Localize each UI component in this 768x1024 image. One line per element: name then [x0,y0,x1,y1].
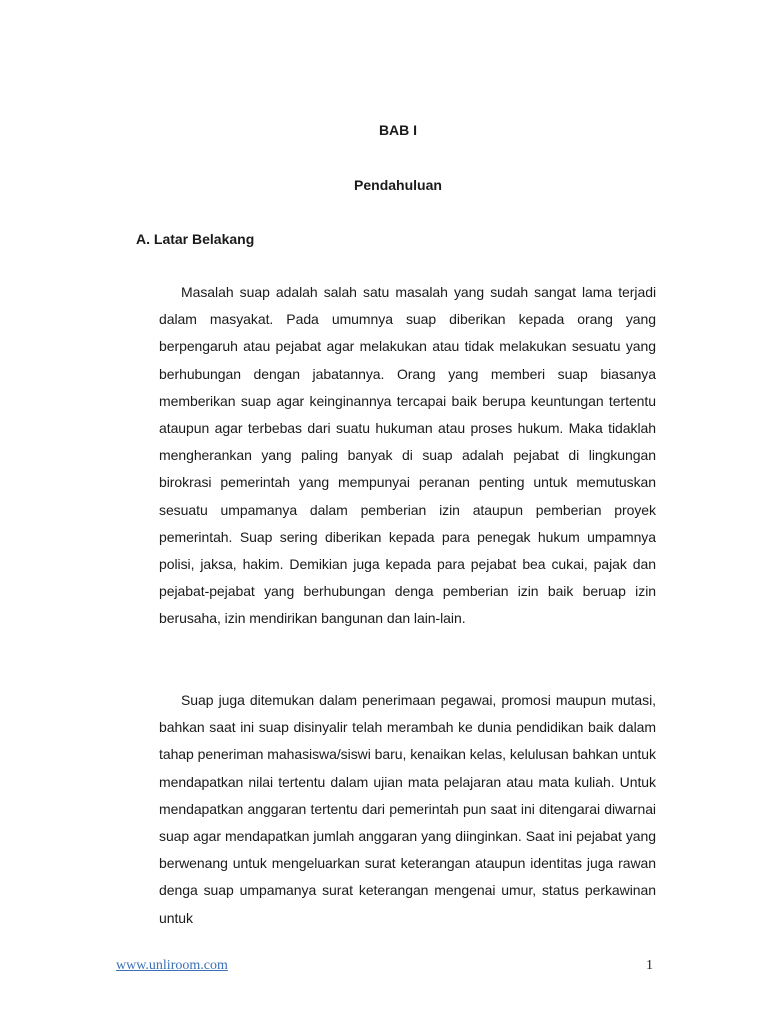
section-heading: A. Latar Belakang [136,231,255,247]
page-number: 1 [646,958,653,973]
chapter-subtitle: Pendahuluan [354,177,442,193]
body-paragraph: Suap juga ditemukan dalam penerimaan pegawai, promosi maupun mutasi, bahkan saat ini suap disinyalir telah merambah ke dunia pendidikan baik dalam tahap peneriman mahasiswa/siswi baru, kenaikan kelas, kelulusan bahkan untuk mendapatkan nilai tertentu dalam ujian mata pelajaran atau mata kuliah. Untuk mendapatkan anggaran tertentu dari pemerintah pun saat ini ditengarai diwarnai suap agar mendapatkan jumlah anggaran yang diinginkan. Saat ini pejabat yang berwenang untuk mengeluarkan surat keterangan ataupun identitas juga rawan denga suap umpamanya surat keterangan mengenai umur, status perkawinan untuk [159,692,656,926]
body-paragraph: Masalah suap adalah salah satu masalah yang sudah sangat lama terjadi dalam masyakat. Pada umumnya suap diberikan kepada orang yang berpengaruh atau pejabat agar melakukan atau tidak melakukan sesuatu yang berhubungan dengan jabatannya. Orang yang memberi suap biasanya memberikan suap agar keinginannya tercapai baik berupa keuntungan tertentu ataupun agar terbebas dari suatu hukuman atau proses hukum. Maka tidaklah mengherankan yang paling banyak di suap adalah pejabat di lingkungan birokrasi pemerintah yang mempunyai peranan penting untuk memutuskan sesuatu umpamanya dalam pemberian izin ataupun pemberian proyek pemerintah. Suap sering diberikan kepada para penegak hukum umpamnya polisi, jaksa, hakim. Demikian juga kepada para pejabat bea cukai, pajak dan pejabat-pejabat yang berhubungan denga pemberian izin baik beruap izin berusaha, izin mendirikan bangunan dan lain-lain. [159,284,656,627]
footer-website-link[interactable]: www.unliroom.com [116,958,228,973]
chapter-title: BAB I [378,122,418,138]
